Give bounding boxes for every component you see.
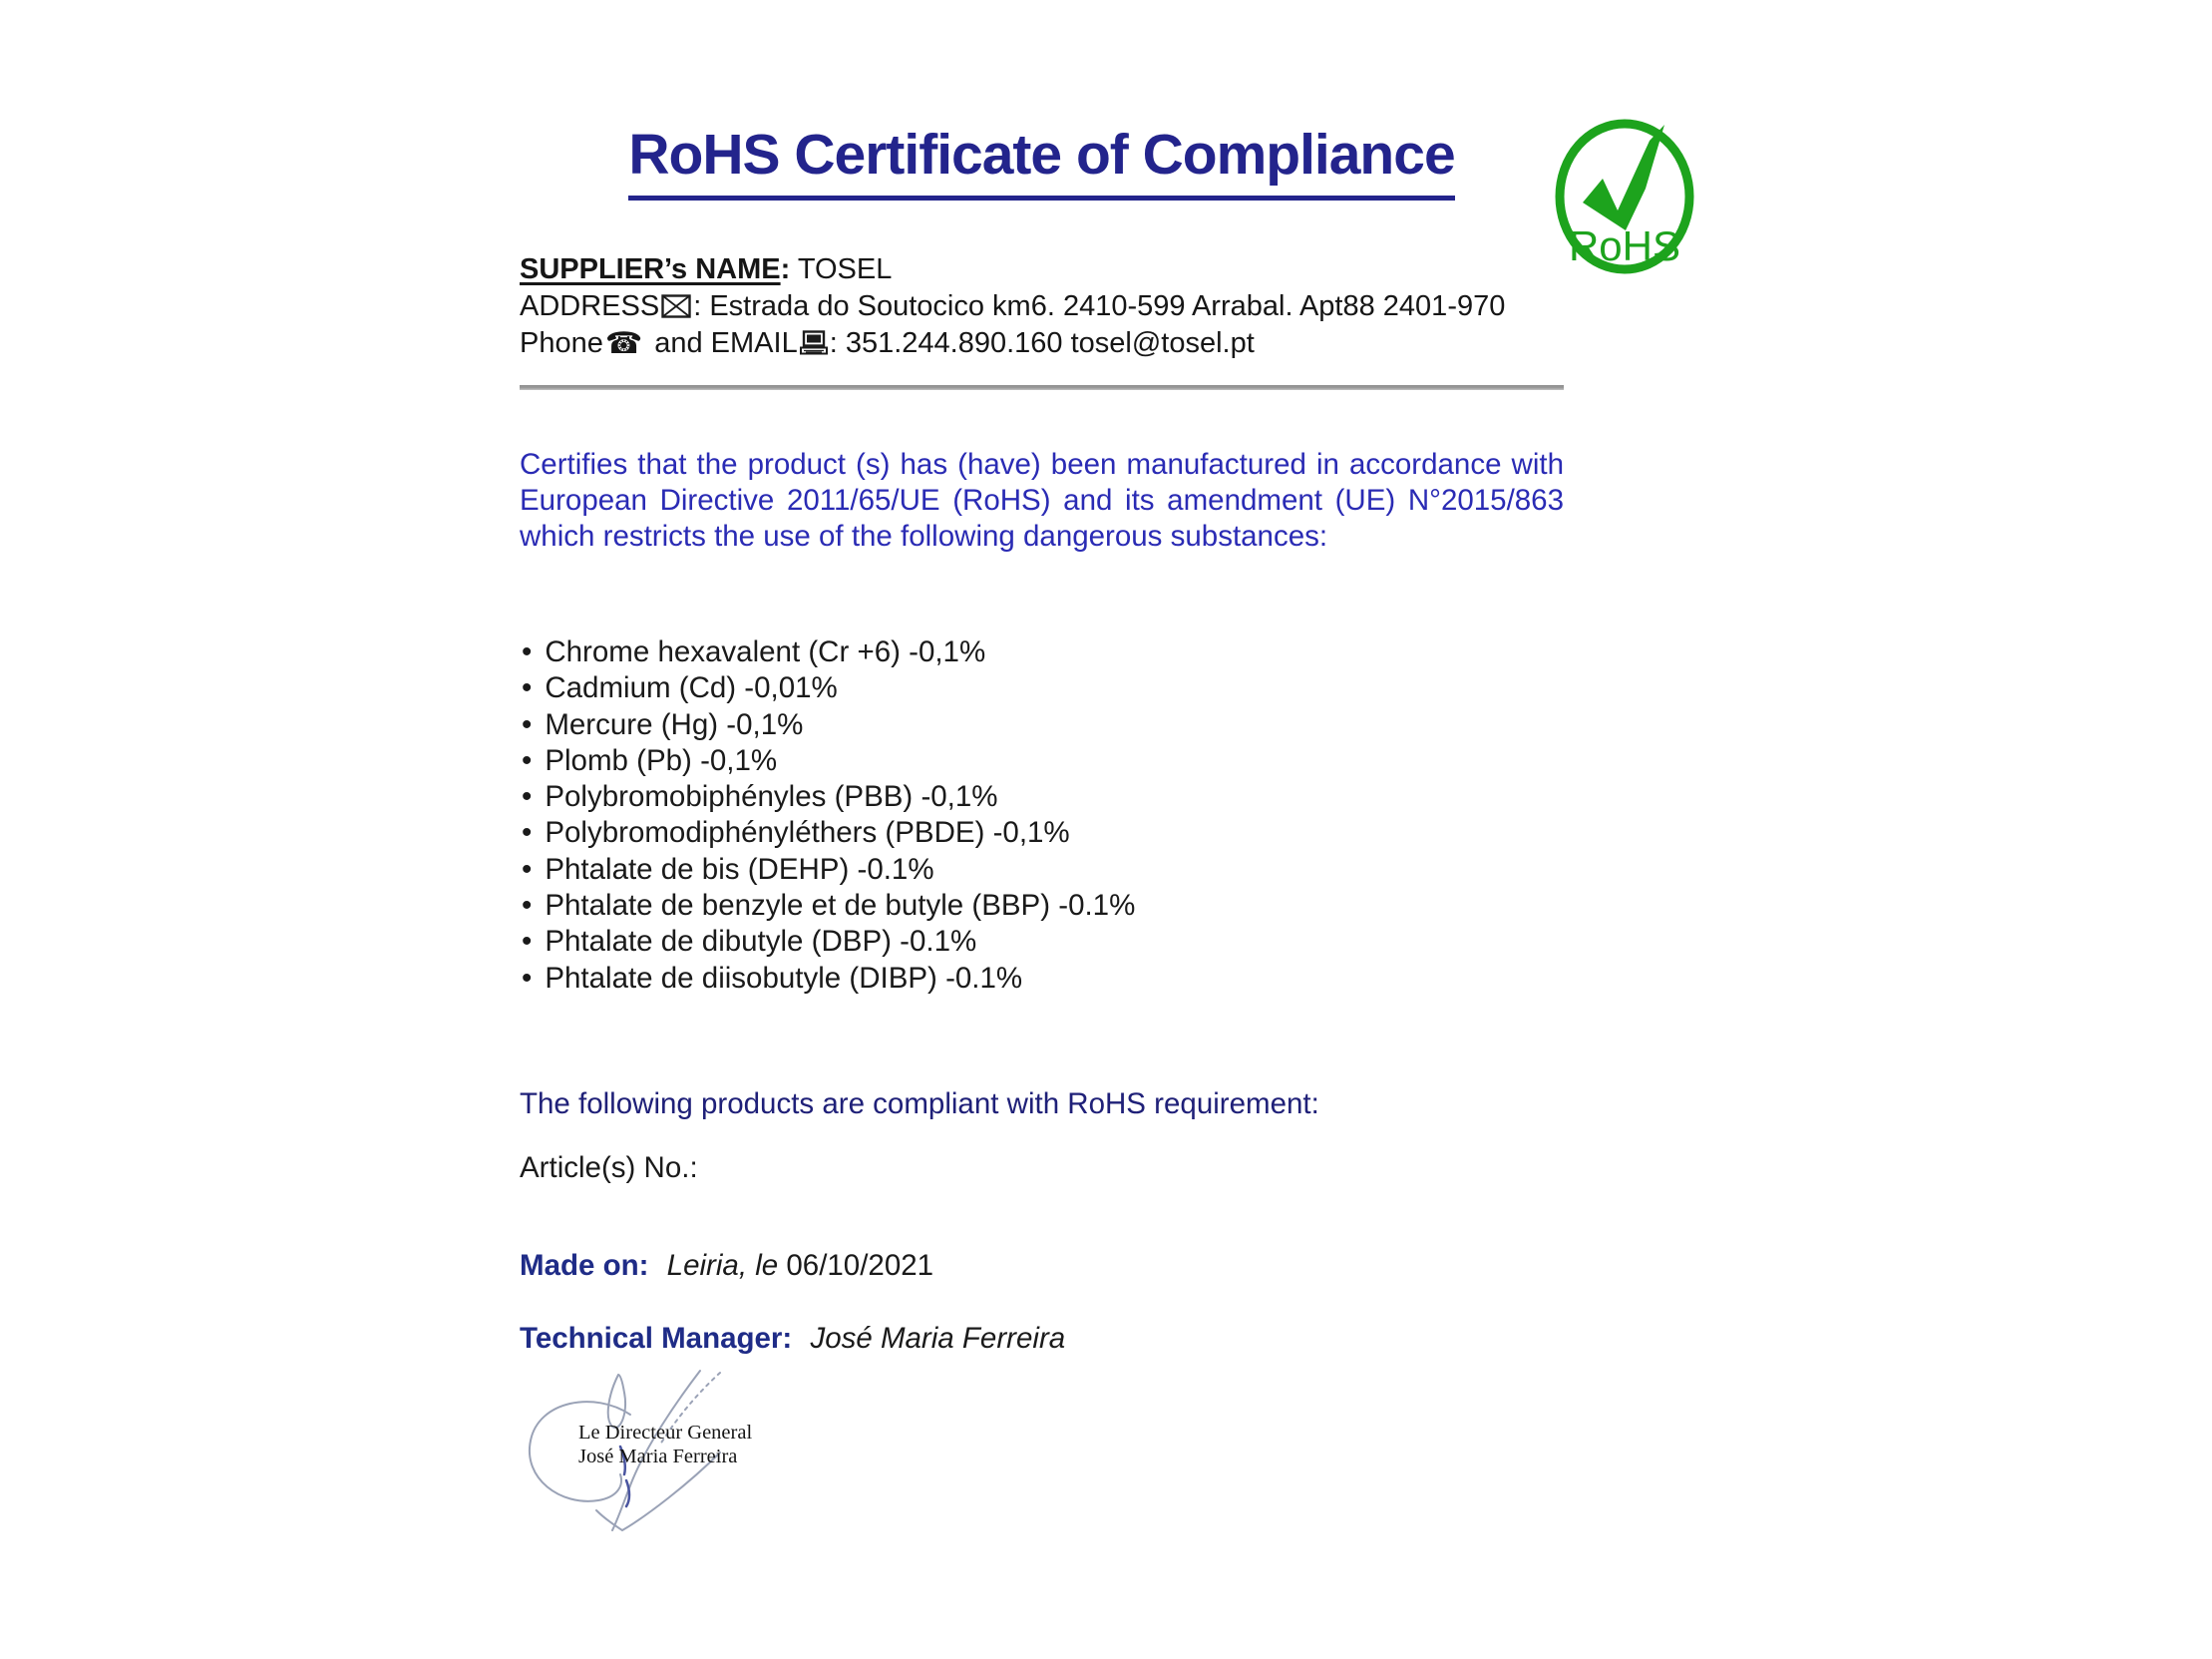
supplier-name-label: SUPPLIER’s NAME (520, 253, 781, 285)
title-row (520, 122, 1564, 201)
page-title: RoHS Certificate of Compliance (628, 122, 1454, 201)
substance-item: • Cadmium (Cd) -0,01% (522, 670, 1519, 706)
certification-paragraph: Certifies that the product (s) has (have) been manufactured in accordance with European Directive 2011/65/UE (RoHS) and its amendment (UE) N°2015/863 which restricts the use of the following dangerous substances: (520, 448, 1564, 553)
substance-item: • Phtalate de benzyle et de butyle (BBP) -0.1% (522, 888, 1519, 924)
divider-line (520, 385, 1564, 390)
substance-item: • Plomb (Pb) -0,1% (522, 743, 1519, 779)
technical-manager-label: Technical Manager: (520, 1322, 793, 1355)
made-on-line (520, 1249, 933, 1283)
envelope-icon (661, 294, 691, 318)
supplier-contact-line (520, 325, 1617, 362)
signature-block (519, 1361, 753, 1544)
substance-item: • Polybromobiphényles (PBB) -0,1% (522, 779, 1519, 815)
supplier-address-line (520, 288, 1617, 325)
contact-value: : 351.244.890.160 tosel@tosel.pt (829, 327, 1255, 359)
substance-item: • Phtalate de diisobutyle (DIBP) -0.1% (522, 961, 1519, 997)
phone-icon: ☎ (604, 326, 643, 361)
articles-label: Article(s) No.: (520, 1151, 698, 1184)
technical-manager-line (520, 1322, 1065, 1356)
phone-label: Phone (520, 327, 603, 359)
supplier-block (520, 251, 1617, 362)
address-label: ADDRESS (520, 290, 660, 322)
made-on-label: Made on: (520, 1249, 649, 1282)
substances-list (522, 634, 1519, 997)
rohs-logo-label: RoHS (1568, 222, 1681, 269)
substance-item: • Polybromodiphényléthers (PBDE) -0,1% (522, 815, 1519, 851)
compliance-statement: The following products are compliant with RoHS requirement: (520, 1087, 1319, 1120)
email-label: and EMAIL (654, 327, 798, 359)
computer-icon (800, 330, 828, 355)
address-value: : Estrada do Soutocico km6. 2410-599 Arrabal. Apt88 2401-970 (693, 290, 1506, 322)
substance-item: • Chrome hexavalent (Cr +6) -0,1% (522, 634, 1519, 670)
stamp-text (578, 1421, 752, 1468)
made-on-place: Leiria, le (666, 1249, 779, 1282)
supplier-name-line (520, 251, 1617, 288)
supplier-name-colon: : (780, 253, 791, 285)
substance-item: • Phtalate de dibutyle (DBP) -0.1% (522, 924, 1519, 960)
stamp-line-2: José Maria Ferreira (578, 1446, 738, 1467)
supplier-name-value: TOSEL (797, 253, 893, 285)
substance-item: • Mercure (Hg) -0,1% (522, 707, 1519, 743)
made-on-date: 06/10/2021 (786, 1249, 934, 1282)
stamp-line-1: Le Directeur General (578, 1422, 753, 1444)
substance-item: • Phtalate de bis (DEHP) -0.1% (522, 852, 1519, 888)
technical-manager-name: José Maria Ferreira (810, 1322, 1066, 1355)
